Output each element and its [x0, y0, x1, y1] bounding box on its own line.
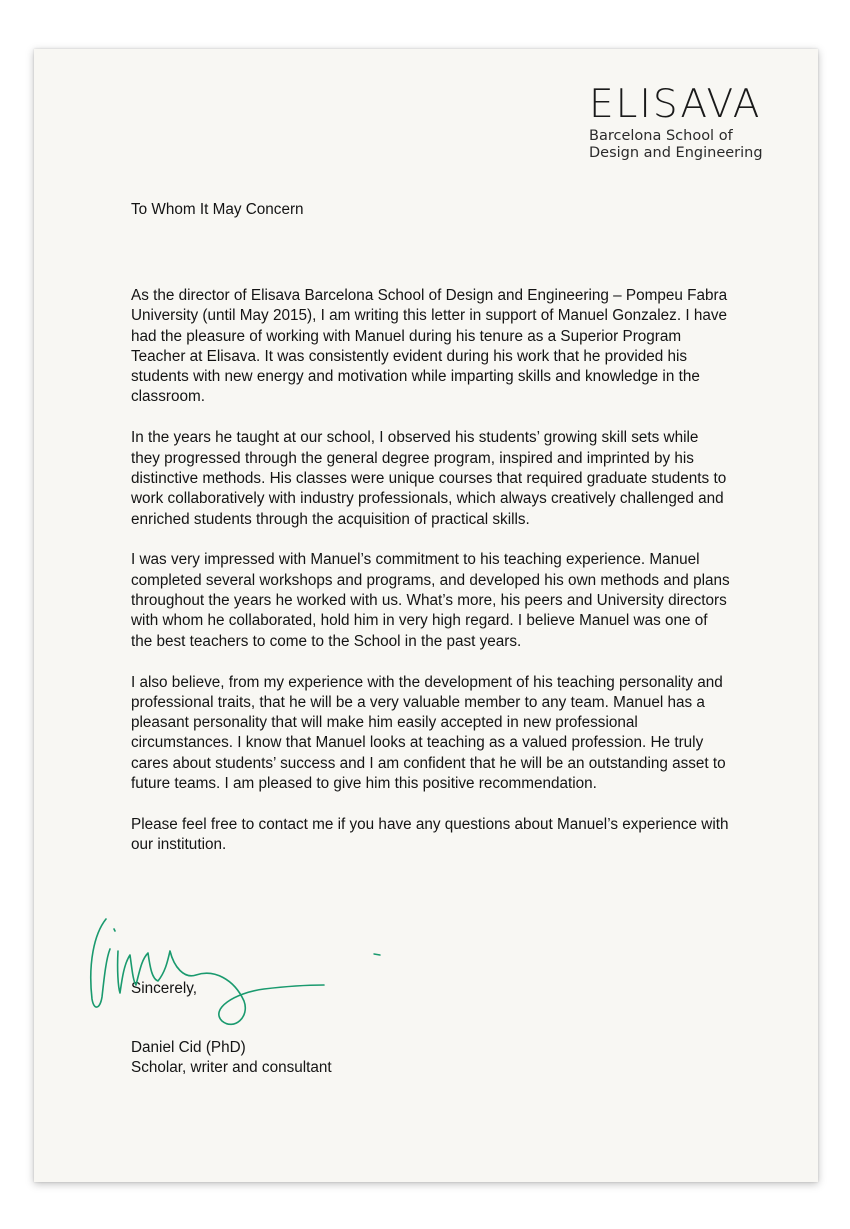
logo-subtitle-line2: Design and Engineering — [589, 145, 763, 161]
paragraph-2: In the years he taught at our school, I observed his students’ growing skill sets while they progressed through the general degree program, inspired and imprinted by his distinctive methods. His classes were unique courses that required graduate students to work collaboratively with industry professionals, which always creatively challenged and enriched students through the acquisition of practical skills. — [131, 429, 727, 528]
paragraph-5: Please feel free to contact me if you have any questions about Manuel’s experience with our institution. — [131, 815, 729, 854]
paragraph-3: I was very impressed with Manuel’s commitment to his teaching experience. Manuel completed several workshops and programs, and developed his own methods and plans throughout the years he worked with us. What’s more, his peers and University directors with whom he collaborated, hold him in very high regard. I believe Manuel was one of the best teachers to come to the School in the past years. — [131, 551, 730, 650]
logo-subtitle — [589, 128, 789, 162]
salutation: To Whom It May Concern — [131, 201, 304, 218]
paragraph-4: I also believe, from my experience with the development of his teaching personality and professional traits, that he will be a very valuable member to any team. Manuel has a pleasant personality that will make him easily accepted in new professional circumstances. I know that Manuel looks at teaching as a valued profession. He truly cares about students’ success and I am confident that he will be an outstanding asset to future teams. I am pleased to give him this positive recommendation. — [131, 673, 726, 793]
logo-subtitle-line1: Barcelona School of — [589, 128, 733, 144]
signer-title: Scholar, writer and consultant — [131, 1059, 332, 1076]
logo-wordmark: ELISAVA — [589, 82, 762, 127]
signer-name: Daniel Cid (PhD) — [131, 1039, 246, 1056]
paragraph-1: As the director of Elisava Barcelona School of Design and Engineering – Pompeu Fabra University (until May 2015), I am writing this letter in support of Manuel Gonzalez. I have had the pleasure of working with Manuel during his tenure as a Superior Program Teacher at Elisava. It was consistently evident during his work that he provided his students with new energy and motivation while imparting skills and knowledge in the classroom. — [131, 287, 728, 406]
closing: Sincerely, — [131, 980, 198, 997]
handwritten-signature — [84, 909, 384, 1029]
letter-page — [34, 49, 818, 1182]
letter-body — [131, 286, 731, 876]
elisava-logo — [589, 82, 789, 162]
